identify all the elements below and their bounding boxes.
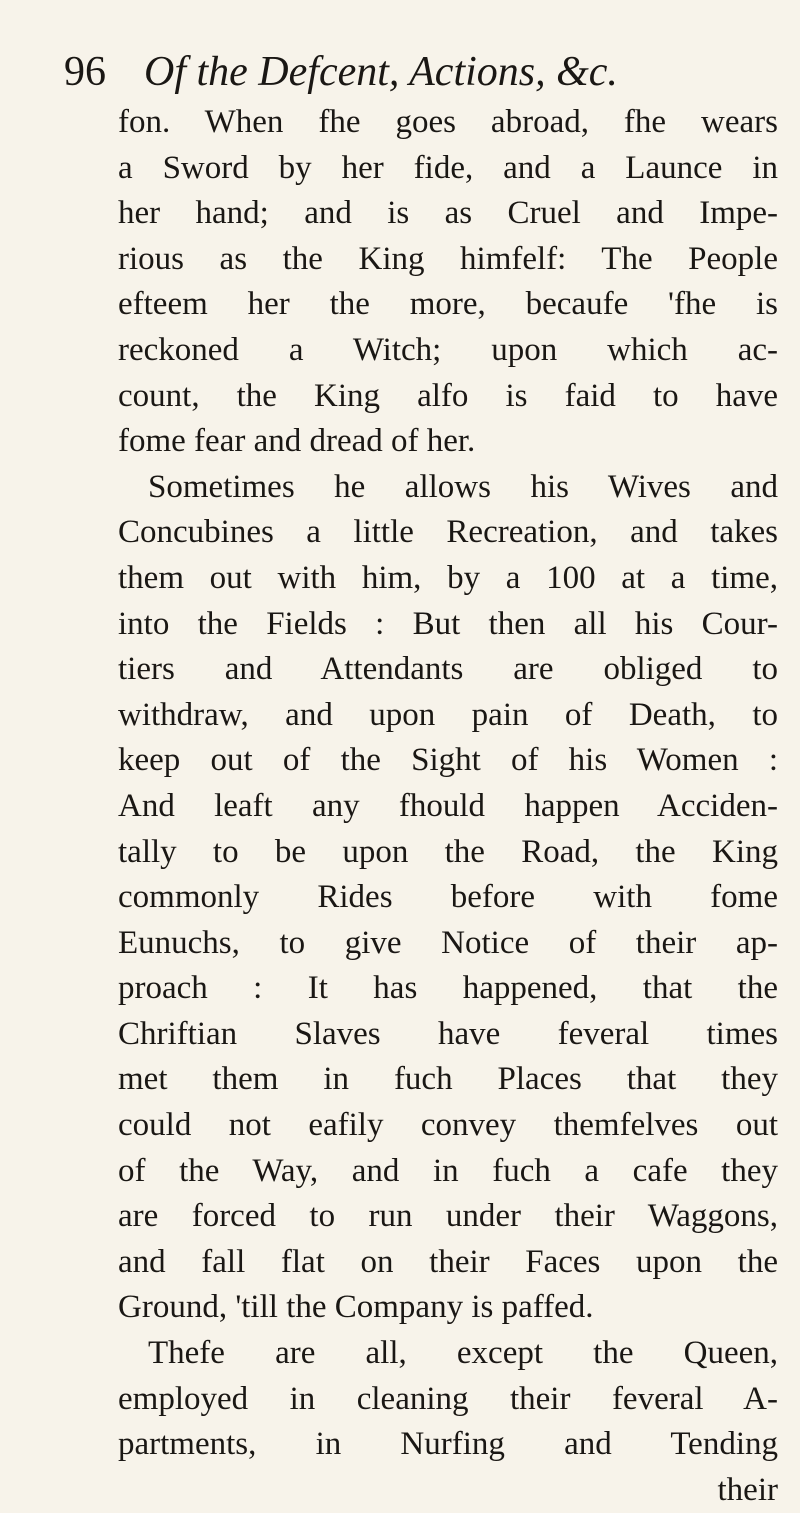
- text-line: withdraw, and upon pain of Death, to: [118, 696, 778, 733]
- text-line: partments, in Nurfing and Tending: [118, 1426, 778, 1463]
- text-line: their: [717, 1471, 778, 1508]
- text-line: fome fear and dread of her.: [118, 423, 476, 460]
- text-line: are forced to run under their Waggons,: [118, 1198, 778, 1235]
- text-line: tiers and Attendants are obliged to: [118, 651, 778, 688]
- text-line: and fall flat on their Faces upon the: [118, 1243, 778, 1280]
- text-line: Ground, 'till the Company is paffed.: [118, 1289, 594, 1326]
- text-line: a Sword by her fide, and a Launce in: [118, 149, 778, 186]
- text-line: Chriftian Slaves have feveral times: [118, 1015, 778, 1052]
- text-line: of the Way, and in fuch a cafe they: [118, 1152, 778, 1189]
- page-number: 96: [64, 49, 106, 95]
- text-line: efteem her the more, becaufe 'fhe is: [118, 286, 778, 323]
- text-line: rious as the King himfelf: The People: [118, 240, 778, 277]
- text-line: fon. When fhe goes abroad, fhe wears: [118, 104, 778, 140]
- text-line: into the Fields : But then all his Cour-: [118, 605, 778, 642]
- body-text: [118, 100, 778, 1513]
- text-line: her hand; and is as Cruel and Impe-: [118, 195, 778, 232]
- text-line: keep out of the Sight of his Women :: [118, 742, 778, 779]
- text-line: Sometimes he allows his Wives and: [148, 468, 778, 505]
- text-line: count, the King alfo is faid to have: [118, 377, 778, 414]
- text-line: Eunuchs, to give Notice of their ap-: [118, 924, 778, 961]
- text-line: proach : It has happened, that the: [118, 970, 778, 1007]
- running-title: Of the Defcent, Actions, &c.: [144, 49, 618, 95]
- text-line: met them in fuch Places that they: [118, 1061, 778, 1098]
- text-line: could not eafily convey themfelves out: [118, 1107, 778, 1144]
- text-line: Thefe are all, except the Queen,: [148, 1335, 778, 1372]
- text-line: And leaft any fhould happen Acciden-: [118, 787, 778, 824]
- text-line: commonly Rides before with fome: [118, 879, 778, 916]
- text-line: reckoned a Witch; upon which ac-: [118, 331, 778, 368]
- text-line: them out with him, by a 100 at a time,: [118, 559, 778, 596]
- running-head: [64, 42, 764, 102]
- text-line: Concubines a little Recreation, and takes: [118, 514, 778, 551]
- text-line: tally to be upon the Road, the King: [118, 833, 778, 870]
- text-line: employed in cleaning their feveral A-: [118, 1380, 778, 1417]
